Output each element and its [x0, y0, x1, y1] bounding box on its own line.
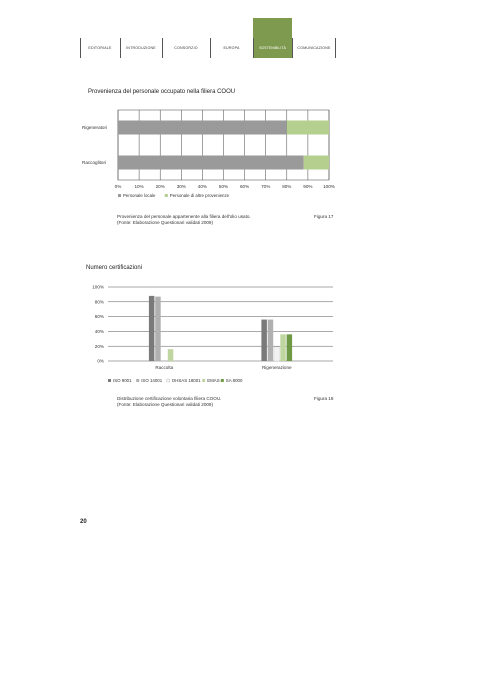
chart1-x-tick-label: 60% — [239, 184, 250, 189]
chart1-x-tick-label: 10% — [134, 184, 144, 189]
nav-item-sostenibilita[interactable]: SOSTENIBILITÀ — [259, 46, 286, 50]
chart2-bar — [261, 320, 267, 361]
chart1-x-tick-label: 0% — [114, 184, 122, 189]
chart2-legend-swatch — [167, 379, 170, 382]
chart2-legend-swatch — [136, 379, 139, 382]
chart1-legend-label: Personale di altre provenienze — [169, 193, 230, 198]
chart2-legend-label: OHSAS 18001 — [171, 378, 201, 383]
nav-separator — [335, 38, 336, 58]
chart2-legend-swatch — [108, 379, 111, 382]
chart2-caption — [117, 396, 221, 408]
chart1-x-tick-label: 50% — [218, 184, 229, 189]
chart1-bar-segment — [118, 121, 287, 135]
chart2-title: Numero certificazioni — [86, 265, 143, 271]
chart1-x-tick-label: 40% — [197, 184, 208, 189]
chart2-bar — [149, 296, 155, 361]
chart2-y-tick-label: 20% — [94, 343, 104, 349]
chart2-category-label: Rigenerazione — [261, 365, 292, 370]
chart1-x-tick-label: 80% — [282, 184, 292, 189]
chart1-stacked-bar — [80, 104, 340, 209]
chart1-x-tick-label: 20% — [155, 184, 165, 189]
chart2-y-tick-label: 60% — [94, 314, 104, 320]
chart1-category-label: Rigeneratori — [82, 125, 108, 131]
chart1-legend-swatch — [118, 194, 121, 197]
chart2-caption-source: (Fonte: Elaborazione Questionari validati 2009) — [117, 402, 214, 407]
chart2-caption-line1: Distribuzione certificazione volontaria filiera COOU. — [117, 396, 222, 401]
chart1-x-tick-label: 100% — [323, 184, 335, 189]
nav-item-consorzio[interactable]: CONSORZIO — [174, 46, 198, 50]
figure18-label: Figura 18 — [314, 396, 334, 401]
chart2-legend-label: ISO 9001 — [113, 378, 132, 383]
chart2-legend-label: EMAS — [207, 378, 220, 383]
chart2-y-tick-label: 100% — [92, 284, 104, 290]
chart2-category-label: Raccolta — [155, 365, 174, 370]
chart2-legend-swatch — [202, 379, 205, 382]
chart1-category-label: Raccoglitori — [82, 160, 106, 166]
chart1-legend-swatch — [165, 194, 168, 197]
chart1-x-tick-label: 30% — [176, 184, 186, 189]
chart2-bar — [287, 334, 293, 361]
chart2-legend-label: SA 8000 — [225, 378, 243, 383]
chart2-bar — [155, 297, 161, 361]
chart2-y-tick-label: 0% — [97, 358, 104, 364]
chart2-bar — [268, 320, 274, 361]
page-number: 20 — [80, 519, 87, 525]
nav-item-introduzione[interactable]: INTRODUZIONE — [126, 46, 156, 50]
chart2-bar — [280, 334, 286, 361]
nav-item-comunicazione[interactable]: COMUNICAZIONE — [297, 46, 331, 50]
chart1-caption-line1: Provenienza del personale appartenente alla filiera dell'olio usato. — [117, 214, 251, 219]
nav-item-editoriale[interactable]: EDITORIALE — [88, 46, 112, 50]
chart1-bar-segment — [118, 156, 304, 170]
top-navigation — [80, 18, 336, 58]
chart2-legend-label: ISO 14001 — [141, 378, 163, 383]
chart1-caption — [117, 214, 251, 226]
chart1-x-tick-label: 70% — [261, 184, 271, 189]
chart2-bar — [274, 347, 280, 361]
chart1-bar-segment — [287, 121, 329, 135]
chart1-legend-label: Personale locale — [123, 193, 156, 198]
chart2-y-tick-label: 40% — [94, 329, 104, 334]
chart1-caption-source: (Fonte: Elaborazione Questionari validati 2009) — [117, 220, 214, 225]
nav-item-europa[interactable]: EUROPA — [223, 46, 240, 50]
chart2-legend-swatch — [221, 379, 224, 382]
chart2-y-tick-label: 80% — [94, 299, 104, 305]
chart2-bar — [168, 349, 174, 361]
figure17-label: Figura 17 — [314, 214, 334, 219]
chart1-x-tick-label: 90% — [303, 184, 313, 189]
chart1-title: Provenienza del personale occupato nella filiera COOU — [88, 89, 236, 95]
chart1-bar-segment — [304, 156, 329, 170]
chart2-grouped-bar — [80, 280, 340, 392]
